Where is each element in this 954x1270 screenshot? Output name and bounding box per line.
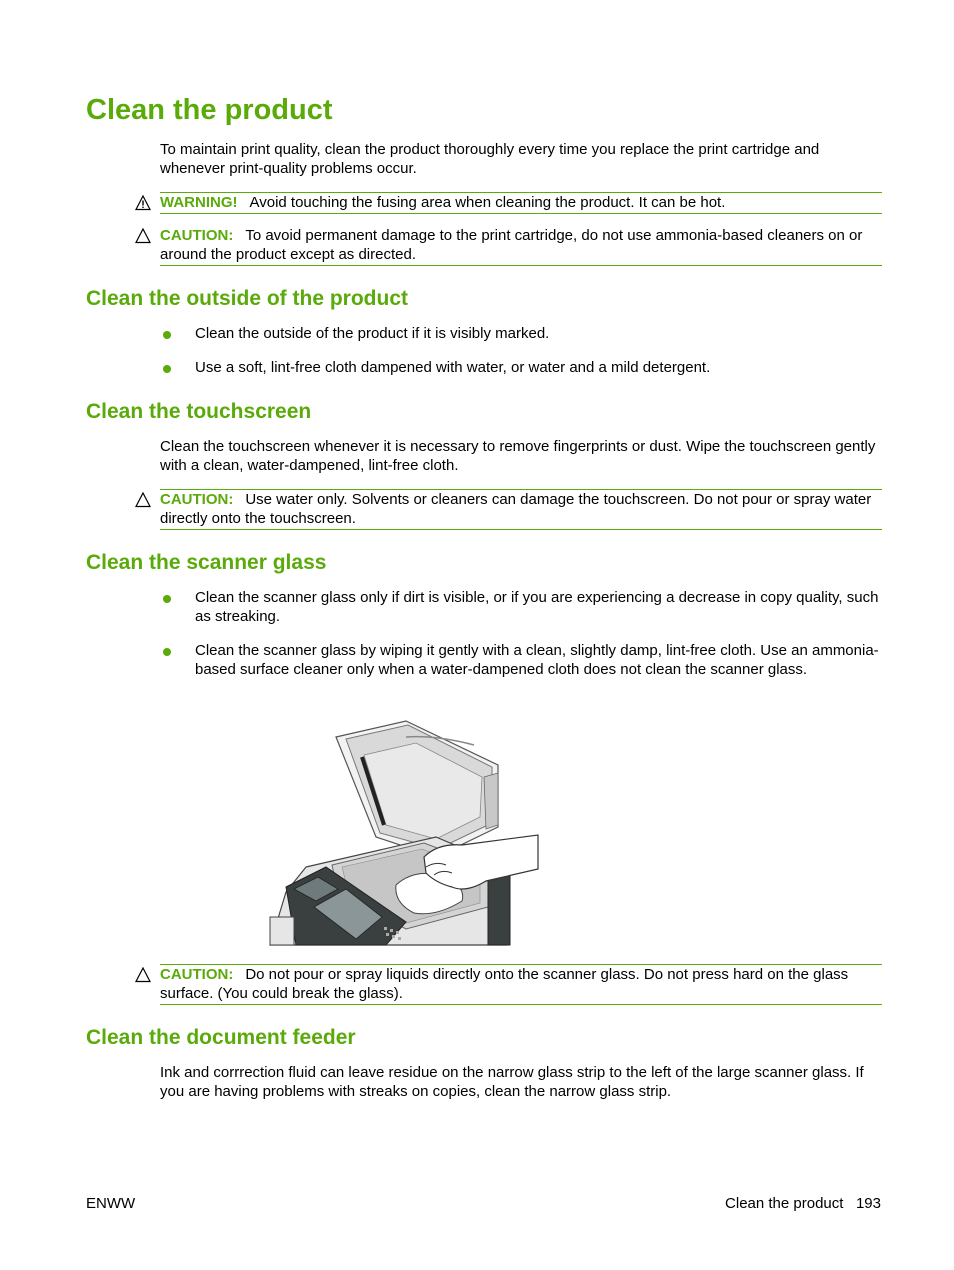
footer-right <box>725 1194 881 1213</box>
page-title: Clean the product <box>86 94 333 126</box>
warning-text: Avoid touching the fusing area when cleaning the product. It can be hot. <box>249 194 726 211</box>
caution-label: CAUTION: <box>160 966 234 983</box>
bullet-dot <box>163 365 171 373</box>
caution-note <box>160 489 882 530</box>
caution-text: Use water only. Solvents or cleaners can damage the touchscreen. Do not pour or spray water directly onto the touchscreen. <box>160 491 872 527</box>
caution-text: Do not pour or spray liquids directly onto the scanner glass. Do not press hard on the glass surface. (You could break the glass). <box>160 966 849 1002</box>
intro-paragraph: To maintain print quality, clean the product thoroughly every time you replace the print cartridge and whenever print-quality problems occur. <box>160 141 820 177</box>
section-heading-outside: Clean the outside of the product <box>86 287 409 310</box>
caution-label: CAUTION: <box>160 227 234 244</box>
section-heading-feeder: Clean the document feeder <box>86 1026 356 1049</box>
bullet-dot <box>163 648 171 656</box>
list-item: Clean the scanner glass by wiping it gently with a clean, slightly damp, lint-free cloth. Use an ammonia-based surface cleaner only when a water-dampened cloth does not clean the scanner glass. <box>195 642 879 678</box>
caution-note <box>160 964 882 1005</box>
scanner-cleaning-illustration <box>266 717 540 947</box>
section-heading-touchscreen: Clean the touchscreen <box>86 400 312 423</box>
caution-triangle-icon <box>135 492 151 508</box>
list-item: Use a soft, lint-free cloth dampened with water, or water and a mild detergent. <box>195 359 711 376</box>
footer-title: Clean the product <box>725 1195 844 1212</box>
warning-triangle-icon <box>135 195 151 211</box>
caution-note <box>160 226 882 266</box>
warning-note <box>160 192 882 214</box>
bullet-dot <box>163 331 171 339</box>
feeder-paragraph: Ink and corrrection fluid can leave residue on the narrow glass strip to the left of the large scanner glass. If you are having problems with streaks on copies, clean the narrow glass strip. <box>160 1064 864 1100</box>
list-item: Clean the scanner glass only if dirt is visible, or if you are experiencing a decrease in copy quality, such as streaking. <box>195 589 879 625</box>
list-item: Clean the outside of the product if it is visibly marked. <box>195 325 550 342</box>
touchscreen-paragraph: Clean the touchscreen whenever it is necessary to remove fingerprints or dust. Wipe the touchscreen gently with a clean, water-dampened, lint-free cloth. <box>160 438 876 474</box>
warning-label: WARNING! <box>160 194 238 211</box>
bullet-dot <box>163 595 171 603</box>
caution-triangle-icon <box>135 228 151 244</box>
footer-left: ENWW <box>86 1195 136 1212</box>
caution-text: To avoid permanent damage to the print cartridge, do not use ammonia-based cleaners on or around the product except as directed. <box>160 227 863 263</box>
section-heading-scanner: Clean the scanner glass <box>86 551 327 574</box>
caution-label: CAUTION: <box>160 491 234 508</box>
caution-triangle-icon <box>135 967 151 983</box>
page-number: 193 <box>855 1195 881 1212</box>
